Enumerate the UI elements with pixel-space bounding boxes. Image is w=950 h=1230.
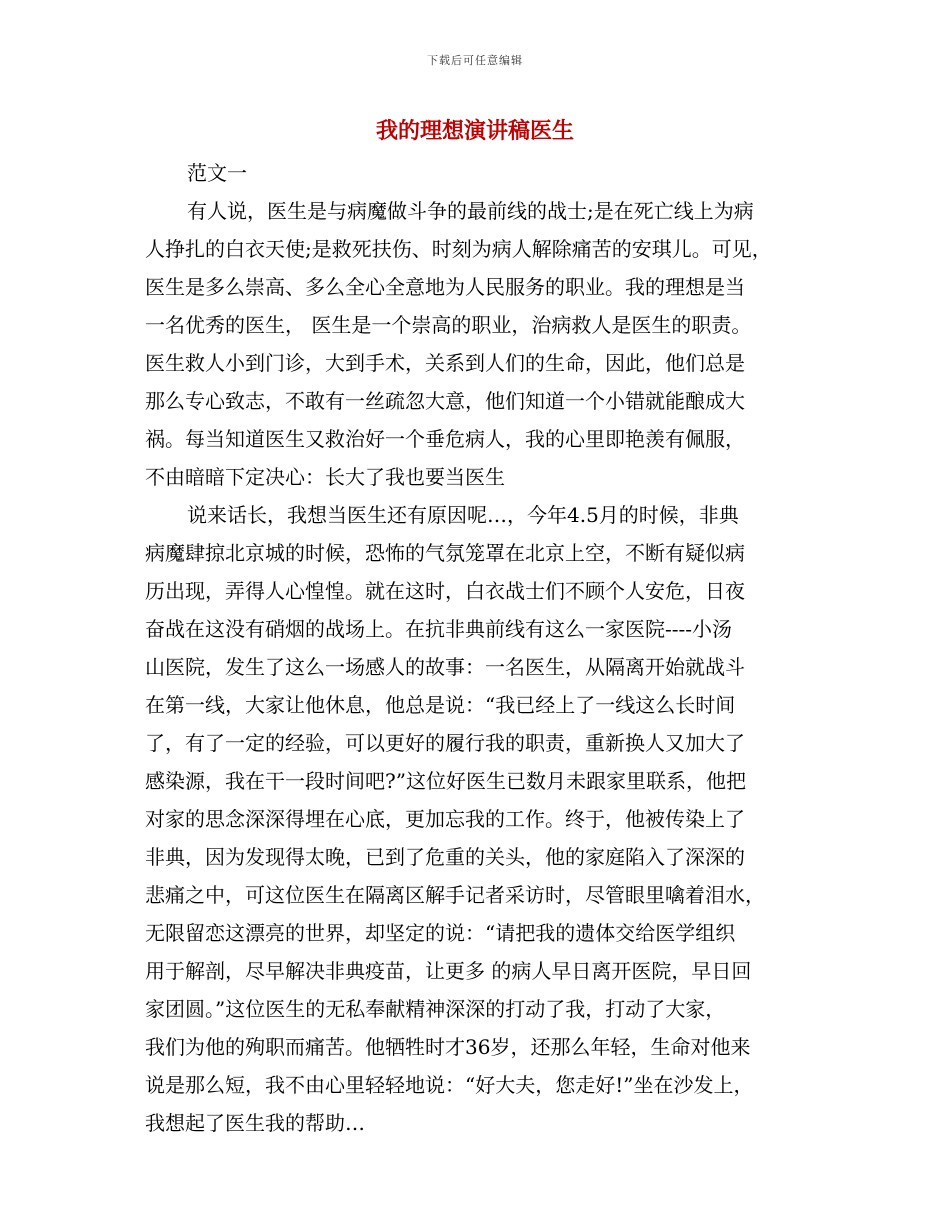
paragraph-line: 我想起了医生我的帮助… xyxy=(145,1111,365,1135)
paragraph-line: 一名优秀的医生， 医生是一个崇高的职业，治病救人是医生的职责。 xyxy=(145,313,752,337)
paragraph-line: 我们为他的殉职而痛苦。他牺牲时才36岁，还那么年轻，生命对他来 xyxy=(145,1035,751,1059)
paragraph-line: 不由暗暗下定决心：长大了我也要当医生 xyxy=(145,465,505,489)
paragraph-line: 了，有了一定的经验，可以更好的履行我的职责，重新换人又加大了 xyxy=(145,731,745,755)
paragraph-line: 家团圆。”这位医生的无私奉献精神深深的打动了我，打动了大家， xyxy=(145,997,726,1021)
paragraph-line: 那么专心致志，不敢有一丝疏忽大意，他们知道一个小错就能酿成大 xyxy=(145,389,745,413)
paragraph-line: 在第一线，大家让他休息，他总是说：“我已经上了一线这么长时间 xyxy=(145,693,736,717)
paragraph-line: 历出现，弄得人心惶惶。就在这时，白衣战士们不顾个人安危，日夜 xyxy=(145,579,745,603)
paragraph-line: 医生救人小到门诊，大到手术，关系到人们的生命，因此，他们总是 xyxy=(145,351,745,375)
paragraph-line: 无限留恋这漂亮的世界，却坚定的说：“请把我的遗体交给医学组织 xyxy=(145,921,736,945)
document-body xyxy=(145,154,825,1142)
paragraph-line: 山医院，发生了这么一场感人的故事：一名医生，从隔离开始就战斗 xyxy=(145,655,745,679)
paragraph-line: 说是那么短，我不由心里轻轻地说：“好大夫，您走好!”坐在沙发上， xyxy=(145,1073,754,1097)
paragraph-line: 奋战在这没有硝烟的战场上。在抗非典前线有这么一家医院----小汤 xyxy=(145,617,733,641)
page-title: 我的理想演讲稿医生 xyxy=(375,118,574,144)
paragraph-line: 病魔肆掠北京城的时候，恐怖的气氛笼罩在北京上空，不断有疑似病 xyxy=(145,541,745,565)
paragraph-line: 对家的思念深深得埋在心底，更加忘我的工作。终于，他被传染上了 xyxy=(145,807,745,831)
paragraph-line: 医生是多么崇高、多么全心全意地为人民服务的职业。我的理想是当 xyxy=(145,275,745,299)
paragraph-line: 非典，因为发现得太晚，已到了危重的关头，他的家庭陷入了深深的 xyxy=(145,845,745,869)
paragraph-line: 感染源，我在干一段时间吧?”这位好医生已数月未跟家里联系，他把 xyxy=(145,769,746,793)
paragraph-line: 悲痛之中，可这位医生在隔离区解手记者采访时，尽管眼里噙着泪水， xyxy=(145,883,765,907)
paragraph-line: 有人说，医生是与病魔做斗争的最前线的战士;是在死亡线上为病 xyxy=(187,199,754,223)
header-note: 下载后可任意编辑 xyxy=(427,54,523,67)
section-label: 范文一 xyxy=(187,161,247,185)
paragraph-line: 人挣扎的白衣天使;是救死扶伤、时刻为病人解除痛苦的安琪儿。可见， xyxy=(145,237,772,261)
paragraph-line: 用于解剖，尽早解决非典疫苗，让更多 的病人早日离开医院，早日回 xyxy=(145,959,752,983)
paragraph-line: 祸。每当知道医生又救治好一个垂危病人，我的心里即艳羡有佩服， xyxy=(145,427,745,451)
paragraph-line: 说来话长，我想当医生还有原因呢…，今年4.5月的时候，非典 xyxy=(187,503,739,527)
